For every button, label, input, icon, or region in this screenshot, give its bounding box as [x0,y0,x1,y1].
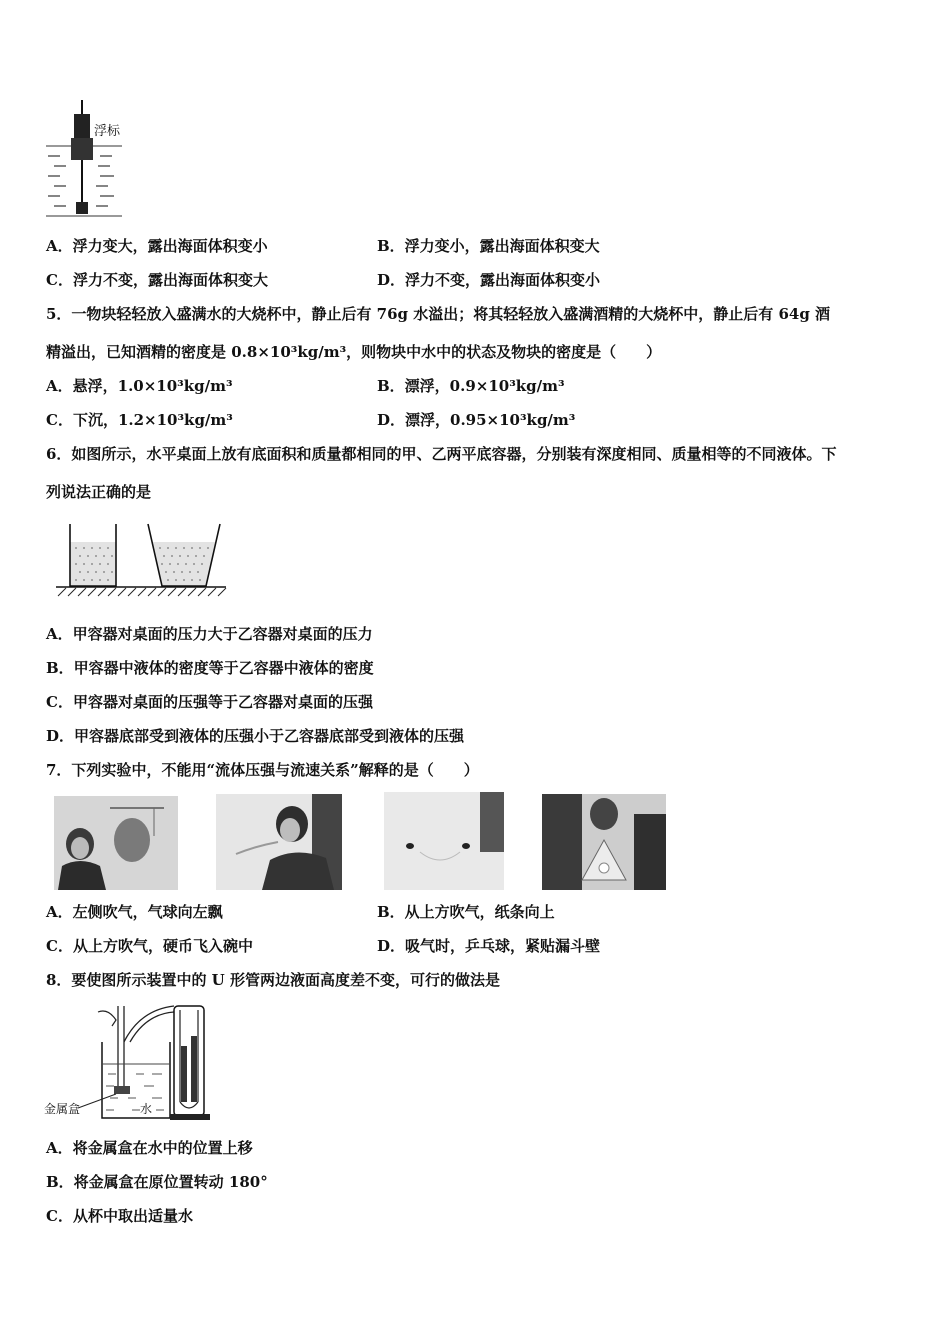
q8-option-a: A．将金属盒在水中的位置上移 [46,1139,253,1157]
float-buoy-drawing [40,98,140,220]
q8-option-b: B．将金属盒在原位置转动 180° [46,1173,268,1191]
q7-option-d: D．吸气时，乒乓球，紧贴漏斗壁 [377,937,601,955]
water-label: 水 [140,1102,153,1116]
u-tube-figure [44,1002,220,1124]
float-label: 浮标 [94,124,121,139]
photo-coin-bowl [384,792,504,890]
q7-option-a: A．左侧吹气，气球向左飘 [46,903,223,921]
photo-balloon-drawing [54,796,178,890]
q7-option-c: C．从上方吹气，硬币飞入碗中 [46,937,253,955]
q5-option-a: A．悬浮，1.0×10³kg/m³ [46,377,233,395]
photo-funnel-ball-drawing [542,794,666,890]
q6-stem-line1: 6．如图所示，水平桌面上放有底面积和质量都相同的甲、乙两平底容器，分别装有深度相同、质量相等的不同液体。下 [46,445,837,463]
q4-option-a: A．浮力变大，露出海面体积变小 [46,237,268,255]
q5-option-b: B．漂浮，0.9×10³kg/m³ [377,377,565,395]
metal-box-label: 金属盒 [44,1102,81,1116]
q5-stem-line1: 5．一物块轻轻放入盛满水的大烧杯中，静止后有 76g 水溢出；将其轻轻放入盛满酒精的大烧杯中，静止后有 64g 酒 [46,305,831,323]
q4-option-d: D．浮力不变，露出海面体积变小 [377,271,601,289]
q8-option-c: C．从杯中取出适量水 [46,1207,193,1225]
float-buoy-figure [40,98,140,220]
q6-option-a: A．甲容器对桌面的压力大于乙容器对桌面的压力 [46,625,373,643]
q4-option-b: B．浮力变小，露出海面体积变大 [377,237,600,255]
q5-stem-line2: 精溢出，已知酒精的密度是 0.8×10³kg/m³，则物块中水中的状态及物块的密度是（ ） [46,343,662,361]
photo-paper-strip-drawing [216,794,342,890]
photo-paper-strip [216,794,342,890]
q7-stem: 7．下列实验中，不能用“流体压强与流速关系”解释的是（ ） [46,761,479,779]
q8-stem: 8．要使图所示装置中的 U 形管两边液面高度差不变，可行的做法是 [46,971,500,989]
q5-option-d: D．漂浮，0.95×10³kg/m³ [377,411,576,429]
q6-option-c: C．甲容器对桌面的压强等于乙容器对桌面的压强 [46,693,373,711]
photo-balloon [54,796,178,890]
q5-option-c: C．下沉，1.2×10³kg/m³ [46,411,233,429]
q6-stem-line2: 列说法正确的是 [46,483,152,501]
q4-option-c: C．浮力不变，露出海面体积变大 [46,271,268,289]
q7-option-b: B．从上方吹气，纸条向上 [377,903,555,921]
containers-figure [56,520,228,602]
q6-option-d: D．甲容器底部受到液体的压强小于乙容器底部受到液体的压强 [46,727,465,745]
q6-option-b: B．甲容器中液体的密度等于乙容器中液体的密度 [46,659,374,677]
photo-funnel-ball [542,794,666,890]
containers-drawing [56,520,228,602]
photo-coin-bowl-drawing [384,792,504,890]
